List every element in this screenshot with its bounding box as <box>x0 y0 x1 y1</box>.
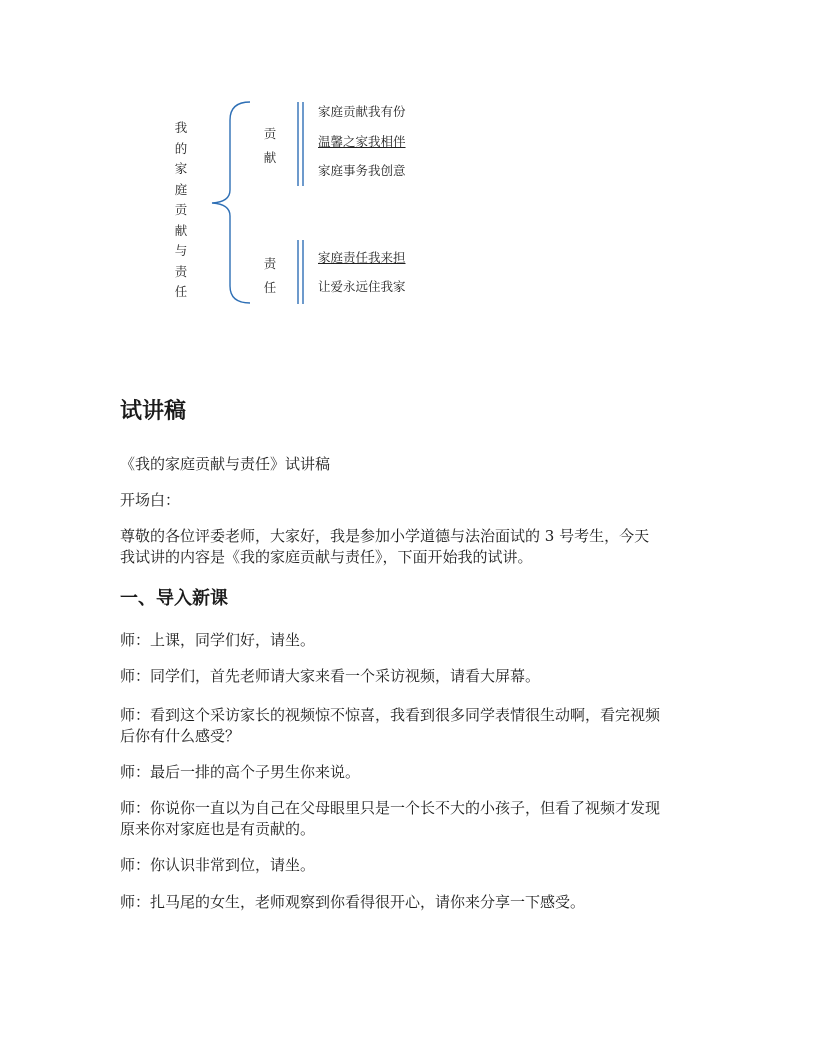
paragraph-6: 师：你认识非常到位，请坐。 <box>120 856 316 874</box>
doc-heading: 试讲稿 <box>120 399 187 424</box>
section-heading: 一、导入新课 <box>120 588 228 609</box>
diagram-lines <box>150 90 450 310</box>
board-main-title: 我的家庭贡献与责任 <box>174 120 188 299</box>
group2-item-2: 让爱永远住我家 <box>318 279 406 294</box>
paragraph-1: 师：上课，同学们好，请坐。 <box>120 631 316 649</box>
group2-label: 责任 <box>263 256 277 295</box>
group1-item-3: 家庭事务我创意 <box>318 163 406 178</box>
blackboard-diagram <box>150 90 450 310</box>
paragraph-2: 师：同学们，首先老师请大家来看一个采访视频，请看大屏幕。 <box>120 667 541 685</box>
intro-line-1: 尊敬的各位评委老师，大家好，我是参加小学道德与法治面试的 3 号考生，今天 <box>120 527 650 545</box>
doc-subtitle: 《我的家庭贡献与责任》试讲稿 <box>120 455 331 473</box>
opening-label: 开场白： <box>120 491 181 509</box>
paragraph-3-line-2: 后你有什么感受？ <box>120 727 241 745</box>
main-brace <box>212 102 250 303</box>
paragraph-3-line-1: 师：看到这个采访家长的视频惊不惊喜，我看到很多同学表情很生动啊，看完视频 <box>120 706 661 724</box>
group1-item-1: 家庭贡献我有份 <box>318 104 406 119</box>
paragraph-5-line-2: 原来你对家庭也是有贡献的。 <box>120 820 316 838</box>
intro-line-2: 我试讲的内容是《我的家庭贡献与责任》，下面开始我的试讲。 <box>120 548 533 566</box>
paragraph-7: 师：扎马尾的女生，老师观察到你看得很开心，请你来分享一下感受。 <box>120 893 586 911</box>
paragraph-4: 师：最后一排的高个子男生你来说。 <box>120 763 361 781</box>
group1-label: 贡献 <box>263 126 277 165</box>
group2-item-1: 家庭责任我来担 <box>318 250 406 265</box>
group1-item-2: 温馨之家我相伴 <box>318 134 406 149</box>
paragraph-5-line-1: 师：你说你一直以为自己在父母眼里只是一个长不大的小孩子，但看了视频才发现 <box>120 799 661 817</box>
